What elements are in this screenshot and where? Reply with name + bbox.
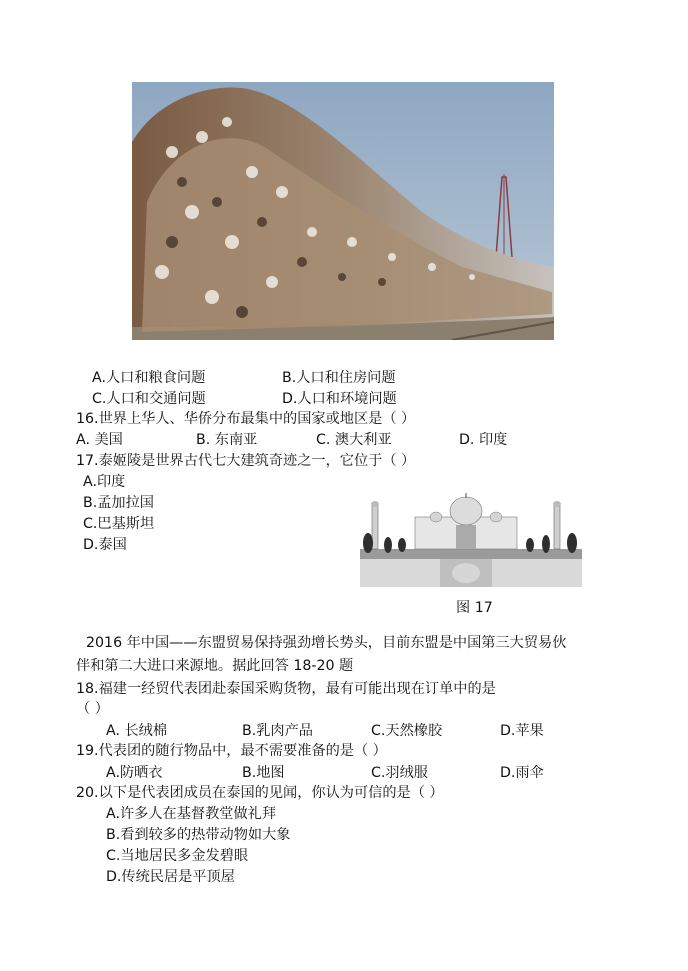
- q19-option-d: D.雨伞: [500, 765, 544, 781]
- q18-option-d: D.苹果: [500, 723, 544, 739]
- q15-option-b: B.人口和住房问题: [282, 370, 396, 386]
- q15-option-d: D.人口和环境问题: [282, 391, 397, 407]
- q18-option-a: A. 长绒棉: [106, 723, 168, 739]
- q20-option-a: A.许多人在基督教堂做礼拜: [106, 806, 277, 822]
- q15-option-c: C.人口和交通问题: [92, 391, 206, 407]
- q18-option-c: C.天然橡胶: [371, 723, 443, 739]
- q18-option-b: B.乳肉产品: [242, 723, 313, 739]
- q16-option-c: C. 澳大利亚: [316, 432, 392, 448]
- q16-option-d: D. 印度: [459, 432, 508, 448]
- q19-option-c: C.羽绒服: [371, 765, 428, 781]
- q17-option-c: C.巴基斯坦: [83, 516, 155, 532]
- q17-stem: 17.泰姬陵是世界古代七大建筑奇迹之一，它位于（ ）: [76, 453, 416, 469]
- crowded-train-photo: [132, 82, 554, 340]
- q16-stem: 16.世界上华人、华侨分布最集中的国家或地区是（ ）: [76, 411, 416, 427]
- q18-stem: 18.福建一经贸代表团赴泰国采购货物，最有可能出现在订单中的是: [76, 681, 496, 697]
- q20-option-b: B.看到较多的热带动物如大象: [106, 827, 291, 843]
- q20-stem: 20.以下是代表团成员在泰国的见闻，你认为可信的是（ ）: [76, 785, 444, 801]
- q19-stem: 19.代表团的随行物品中，最不需要准备的是（ ）: [76, 743, 387, 759]
- q16-option-a: A. 美国: [76, 432, 123, 448]
- q17-option-b: B.孟加拉国: [83, 495, 154, 511]
- q20-option-c: C.当地居民多金发碧眼: [106, 848, 249, 864]
- q15-option-a: A.人口和粮食问题: [92, 370, 206, 386]
- figure-17-caption: 图 17: [456, 600, 493, 616]
- q17-option-a: A.印度: [83, 474, 126, 490]
- q19-option-a: A.防晒衣: [106, 765, 163, 781]
- q20-option-d: D.传统民居是平顶屋: [106, 869, 235, 885]
- passage-line-2: 伴和第二大进口来源地。据此回答 18-20 题: [76, 658, 354, 674]
- q19-option-b: B.地图: [242, 765, 285, 781]
- taj-mahal-photo: [360, 487, 582, 587]
- q17-option-d: D.泰国: [83, 537, 127, 553]
- q16-option-b: B. 东南亚: [196, 432, 258, 448]
- passage-line-1: 2016 年中国——东盟贸易保持强劲增长势头，目前东盟是中国第三大贸易伙: [86, 635, 567, 651]
- q18-answer-paren: （ ）: [76, 701, 109, 717]
